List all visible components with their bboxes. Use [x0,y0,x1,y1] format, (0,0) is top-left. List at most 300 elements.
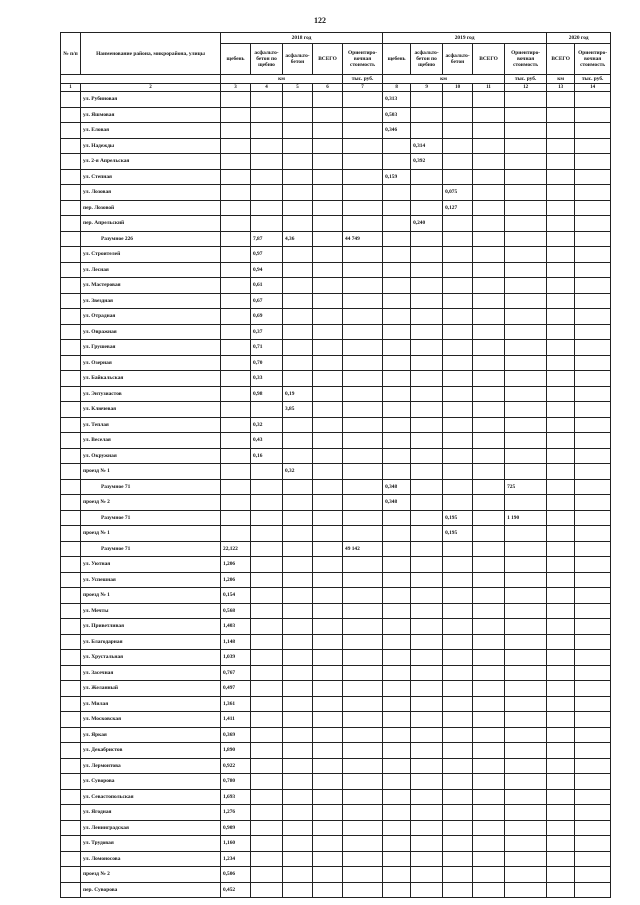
value-cell [473,355,505,371]
value-cell [547,479,575,495]
column-number: 13 [547,84,575,92]
value-cell [343,820,383,836]
header-year-2020: 2020 год [547,33,611,44]
value-cell [411,758,443,774]
value-cell [505,107,547,123]
value-cell [283,293,313,309]
value-cell [473,541,505,557]
value-cell [343,696,383,712]
value-cell [383,464,411,480]
value-cell [505,789,547,805]
row-index-cell [61,154,81,170]
value-cell [313,309,343,325]
street-name: проезд № 1 [81,588,221,604]
value-cell [575,216,611,232]
value-cell: 0,94 [251,262,283,278]
value-cell: 0,767 [221,665,251,681]
value-cell [575,123,611,139]
value-cell [575,774,611,790]
value-cell [283,216,313,232]
street-name: ул. Озерная [81,355,221,371]
value-cell [443,154,473,170]
value-cell [547,138,575,154]
value-cell [547,169,575,185]
value-cell [575,309,611,325]
value-cell [473,588,505,604]
table-row [61,712,611,728]
value-cell [411,588,443,604]
value-cell: 1,403 [221,619,251,635]
row-index-cell [61,495,81,511]
value-cell [575,293,611,309]
value-cell [283,619,313,635]
value-cell [283,448,313,464]
header-gravel-2018: щебень [221,44,251,75]
value-cell [575,696,611,712]
row-index-cell [61,448,81,464]
value-cell [283,247,313,263]
value-cell [221,216,251,232]
value-cell [575,262,611,278]
value-cell [505,464,547,480]
value-cell [313,340,343,356]
value-cell [473,836,505,852]
value-cell [343,619,383,635]
value-cell [343,634,383,650]
table-row [61,789,611,805]
row-index-cell [61,619,81,635]
value-cell [547,526,575,542]
value-cell [221,123,251,139]
value-cell [411,851,443,867]
value-cell [221,433,251,449]
value-cell [473,665,505,681]
value-cell [313,650,343,666]
value-cell [443,557,473,573]
value-cell [443,278,473,294]
value-cell [313,712,343,728]
value-cell [575,665,611,681]
header-unit-cost-2018: тыс. руб. [343,75,383,84]
table-row [61,743,611,759]
street-name: пер. Лозовой [81,200,221,216]
value-cell [283,200,313,216]
value-cell [251,758,283,774]
value-cell [221,464,251,480]
value-cell [343,247,383,263]
value-cell [575,603,611,619]
value-cell [473,402,505,418]
value-cell [473,386,505,402]
table-row [61,867,611,883]
value-cell [575,650,611,666]
value-cell [505,433,547,449]
column-number: 9 [411,84,443,92]
value-cell [505,355,547,371]
value-cell [547,712,575,728]
value-cell: 49 142 [343,541,383,557]
value-cell [473,619,505,635]
street-name: ул. Декабристов [81,743,221,759]
value-cell [251,526,283,542]
value-cell [575,448,611,464]
value-cell: 0,346 [383,123,411,139]
value-cell [343,123,383,139]
value-cell: 0,67 [251,293,283,309]
row-index-cell [61,712,81,728]
table-row [61,836,611,852]
street-name: ул. Милая [81,696,221,712]
value-cell [251,619,283,635]
row-index-cell [61,386,81,402]
value-cell [221,107,251,123]
value-cell [221,247,251,263]
value-cell [443,820,473,836]
value-cell [313,619,343,635]
value-cell [283,123,313,139]
value-cell [343,727,383,743]
street-name: ул. Московская [81,712,221,728]
value-cell [547,216,575,232]
value-cell [383,309,411,325]
value-cell: 1 190 [505,510,547,526]
value-cell [343,340,383,356]
value-cell [443,851,473,867]
value-cell: 0,503 [383,107,411,123]
value-cell [343,293,383,309]
row-index-cell [61,262,81,278]
value-cell [343,185,383,201]
value-cell [473,107,505,123]
street-name: ул. Ключевая [81,402,221,418]
value-cell [251,510,283,526]
value-cell [473,479,505,495]
value-cell [313,510,343,526]
value-cell [411,200,443,216]
value-cell: 725 [505,479,547,495]
value-cell: 0,348 [383,479,411,495]
value-cell: 1,148 [221,634,251,650]
value-cell [443,836,473,852]
value-cell [411,572,443,588]
value-cell [251,867,283,883]
value-cell [473,805,505,821]
value-cell [505,448,547,464]
value-cell [343,355,383,371]
subtotal-name: Разумное 71 [81,541,221,557]
value-cell [283,789,313,805]
value-cell [473,510,505,526]
value-cell [443,247,473,263]
value-cell [575,557,611,573]
value-cell [343,417,383,433]
value-cell [411,340,443,356]
value-cell [547,448,575,464]
value-cell [343,851,383,867]
column-number: 7 [343,84,383,92]
value-cell [473,324,505,340]
value-cell [443,309,473,325]
street-name: ул. Овражная [81,324,221,340]
value-cell [313,820,343,836]
value-cell [251,650,283,666]
value-cell [575,402,611,418]
value-cell [505,681,547,697]
value-cell [383,882,411,898]
value-cell [505,138,547,154]
value-cell [313,479,343,495]
value-cell [411,867,443,883]
value-cell [411,789,443,805]
value-cell [473,758,505,774]
row-index-cell [61,324,81,340]
value-cell [505,665,547,681]
value-cell [343,169,383,185]
street-name: проезд № 2 [81,495,221,511]
value-cell [313,231,343,247]
value-cell [313,464,343,480]
road-repair-table [60,32,611,898]
value-cell [383,433,411,449]
value-cell [411,510,443,526]
value-cell [283,433,313,449]
value-cell [221,417,251,433]
value-cell [411,479,443,495]
value-cell [411,185,443,201]
value-cell [251,464,283,480]
header-asphalt-on-gravel-2019: асфальто-бетон по щебню [411,44,443,75]
row-index-cell [61,138,81,154]
value-cell: 0,70 [251,355,283,371]
row-index-cell [61,820,81,836]
value-cell [283,169,313,185]
value-cell [505,185,547,201]
value-cell [505,882,547,898]
table-row [61,138,611,154]
value-cell [383,262,411,278]
value-cell: 1,890 [221,743,251,759]
value-cell [343,603,383,619]
value-cell [383,402,411,418]
value-cell [283,138,313,154]
value-cell [505,572,547,588]
street-name: ул. Надежды [81,138,221,154]
value-cell [505,526,547,542]
value-cell [473,557,505,573]
value-cell [575,464,611,480]
value-cell [383,231,411,247]
value-cell [383,665,411,681]
value-cell [575,758,611,774]
value-cell: 1,234 [221,851,251,867]
value-cell [547,417,575,433]
value-cell [313,603,343,619]
value-cell [313,681,343,697]
value-cell [443,789,473,805]
value-cell [313,216,343,232]
value-cell [575,510,611,526]
street-name: пер. Суворова [81,882,221,898]
row-index-cell [61,743,81,759]
value-cell [547,464,575,480]
street-name: ул. Засечная [81,665,221,681]
value-cell [575,572,611,588]
value-cell [443,727,473,743]
row-index-cell [61,169,81,185]
value-cell [313,634,343,650]
value-cell [547,557,575,573]
value-cell: 0,43 [251,433,283,449]
row-index-cell [61,588,81,604]
value-cell [411,495,443,511]
value-cell: 0,154 [221,588,251,604]
table-row [61,340,611,356]
value-cell [313,107,343,123]
value-cell [251,588,283,604]
header-asphalt-2019: асфальто-бетон [443,44,473,75]
value-cell [473,278,505,294]
value-cell [411,448,443,464]
value-cell [283,712,313,728]
value-cell [221,495,251,511]
value-cell [251,851,283,867]
column-number: 10 [443,84,473,92]
value-cell [505,169,547,185]
value-cell [411,169,443,185]
value-cell [443,758,473,774]
value-cell [411,324,443,340]
column-number: 11 [473,84,505,92]
value-cell: 0,98 [251,386,283,402]
value-cell [313,541,343,557]
value-cell [283,836,313,852]
value-cell [575,727,611,743]
value-cell [575,805,611,821]
value-cell [443,495,473,511]
value-cell [443,696,473,712]
header-asphalt-2018: асфальто-бетон [283,44,313,75]
value-cell [505,557,547,573]
value-cell [575,619,611,635]
subtotal-name: Разумное 71 [81,510,221,526]
street-name: ул. Приветливая [81,619,221,635]
value-cell [473,293,505,309]
value-cell: 0,69 [251,309,283,325]
value-cell [313,665,343,681]
value-cell [383,681,411,697]
row-index-cell [61,805,81,821]
table-row [61,758,611,774]
value-cell [473,247,505,263]
value-cell [411,836,443,852]
value-cell [313,433,343,449]
value-cell [505,712,547,728]
row-index-cell [61,293,81,309]
value-cell [251,836,283,852]
value-cell [343,650,383,666]
value-cell [313,789,343,805]
value-cell [443,479,473,495]
value-cell [505,541,547,557]
value-cell [411,557,443,573]
table-row [61,154,611,170]
value-cell [383,510,411,526]
value-cell [313,867,343,883]
table-row [61,200,611,216]
value-cell [505,603,547,619]
value-cell [411,882,443,898]
value-cell [411,464,443,480]
header-cost-2020: Ориентиро-вочная стоимость [575,44,611,75]
row-index-cell [61,402,81,418]
value-cell [473,681,505,697]
value-cell [383,634,411,650]
row-index-cell [61,603,81,619]
value-cell [221,479,251,495]
table-row [61,433,611,449]
value-cell [251,743,283,759]
value-cell [221,510,251,526]
value-cell: 0,075 [443,185,473,201]
value-cell [283,92,313,108]
value-cell: 1,361 [221,696,251,712]
street-name: ул. Яркая [81,727,221,743]
value-cell: 0,506 [221,867,251,883]
value-cell [411,278,443,294]
street-name: ул. Звездная [81,293,221,309]
page-number: 122 [314,16,326,25]
value-cell [411,92,443,108]
value-cell [221,309,251,325]
row-index-cell [61,758,81,774]
value-cell: 0,97 [251,247,283,263]
header-unit-cost-2020: тыс. руб. [575,75,611,84]
value-cell [547,402,575,418]
value-cell [411,774,443,790]
value-cell [505,324,547,340]
value-cell [383,340,411,356]
value-cell [505,743,547,759]
value-cell [505,417,547,433]
value-cell [575,169,611,185]
table-row [61,805,611,821]
value-cell [547,371,575,387]
value-cell [251,479,283,495]
value-cell [411,619,443,635]
value-cell: 0,780 [221,774,251,790]
row-index-cell [61,727,81,743]
value-cell: 1,693 [221,789,251,805]
column-number: 2 [81,84,221,92]
value-cell [411,526,443,542]
value-cell [283,262,313,278]
value-cell [443,665,473,681]
value-cell [343,557,383,573]
value-cell [443,92,473,108]
value-cell [383,789,411,805]
value-cell: 0,909 [221,820,251,836]
value-cell [575,107,611,123]
value-cell [505,820,547,836]
value-cell [411,805,443,821]
value-cell [505,619,547,635]
value-cell: 0,348 [383,495,411,511]
value-cell [313,355,343,371]
value-cell [313,262,343,278]
row-index-cell [61,557,81,573]
table-row [61,355,611,371]
value-cell [313,448,343,464]
